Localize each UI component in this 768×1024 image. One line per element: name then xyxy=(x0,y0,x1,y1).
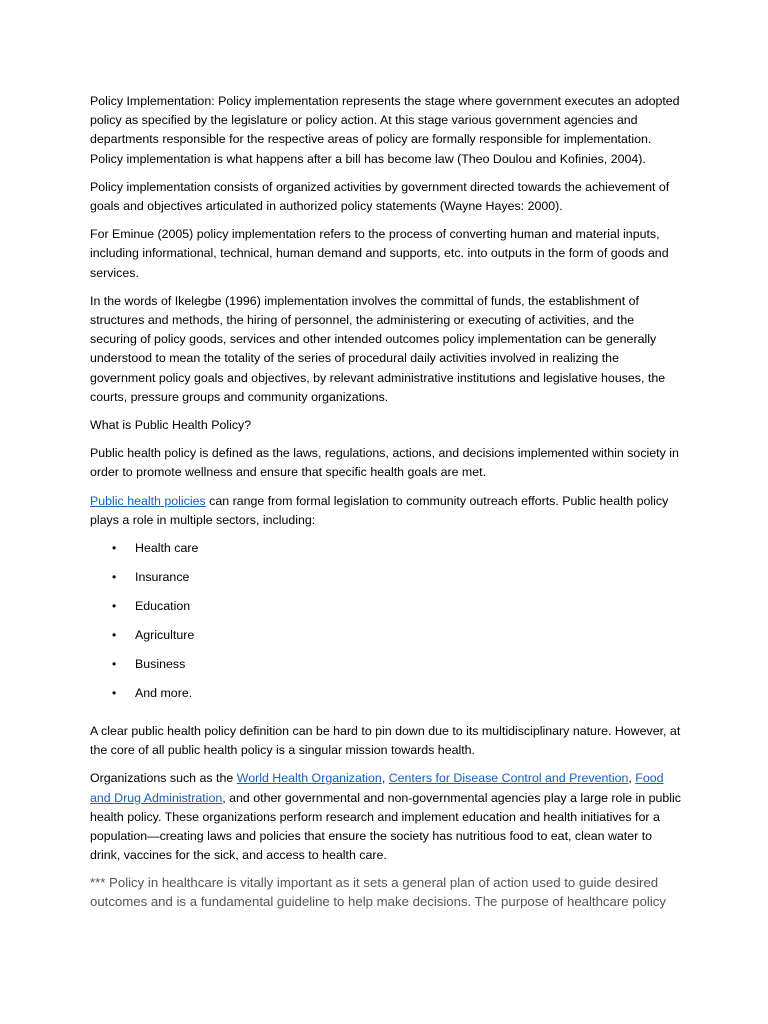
paragraph-sectors-intro xyxy=(90,492,682,530)
organizations-rest-text: , and other governmental and non-governmental agencies play a large role in public health policy. These organizations perform research and implement education and health initiatives for a population—creating laws and policies that ensure the society has nutritious food to eat, clean water to drink, vaccines for the sick, and access to health care. xyxy=(90,790,681,863)
list-item xyxy=(90,626,682,655)
paragraph-healthcare-policy-note: *** Policy in healthcare is vitally important as it sets a general plan of action used to guide desired outcomes and is a fundamental guideline to help make decisions. The purpose of healthcare policy xyxy=(90,875,666,909)
paragraph-ikelegbe: In the words of Ikelegbe (1996) implementation involves the committal of funds, the establishment of structures and methods, the hiring of personnel, the administering or executing of activities, and the securing of policy goods, services and other intended outcomes policy implementation can be generally understood to mean the totality of the series of procedural daily activities involved in realizing the government policy goals and objectives, by relevant administrative institutions and legislative houses, the courts, pressure groups and community organizations. xyxy=(90,293,666,404)
list-item-label: Health care xyxy=(135,541,199,556)
paragraph-eminue: For Eminue (2005) policy implementation refers to the process of converting human and material inputs, including informational, technical, human demand and supports, etc. into outputs in the form of goods and services. xyxy=(90,227,669,280)
document-body xyxy=(90,92,682,911)
list-item xyxy=(90,655,682,684)
link-fda[interactable]: Food and Drug Administration xyxy=(90,771,664,805)
list-item xyxy=(90,539,682,568)
link-public-health-policies[interactable]: Public health policies xyxy=(90,493,206,508)
bullet-icon: • xyxy=(112,628,117,643)
organizations-intro-text: Organizations such as the xyxy=(90,771,237,786)
list-item-label: Education xyxy=(135,599,191,614)
bullet-icon: • xyxy=(112,541,117,556)
list-item-label: Insurance xyxy=(135,570,190,585)
list-item-label: Business xyxy=(135,657,186,672)
paragraph-definition: Public health policy is defined as the laws, regulations, actions, and decisions implemented within society in order to promote wellness and ensure that specific health goals are met. xyxy=(90,446,679,480)
list-item xyxy=(90,568,682,597)
paragraph-organizations xyxy=(90,769,682,865)
link-cdc[interactable]: Centers for Disease Control and Prevention xyxy=(388,771,629,786)
paragraph-multidisciplinary: A clear public health policy definition can be hard to pin down due to its multidisciplinary nature. However, at the core of all public health policy is a singular mission towards health. xyxy=(90,724,681,758)
bullet-icon: • xyxy=(112,599,117,614)
list-item-label: Agriculture xyxy=(135,628,195,643)
separator-text: , xyxy=(381,771,389,786)
bullet-icon: • xyxy=(112,686,117,701)
bullet-icon: • xyxy=(112,570,117,585)
sector-list xyxy=(90,539,682,713)
section-heading-public-health-policy: What is Public Health Policy? xyxy=(90,418,252,433)
list-item xyxy=(90,597,682,626)
paragraph-policy-implementation: Policy Implementation: Policy implementation represents the stage where government executes an adopted policy as specified by the legislature or policy action. At this stage various government agencies and departments responsible for the respective areas of policy are formally responsible for implementation. Policy implementation is what happens after a bill has become law (Theo Doulou and Kofinies, 2004). xyxy=(90,94,680,166)
link-world-health-organization[interactable]: World Health Organization xyxy=(236,771,382,786)
paragraph-sectors-intro-text: can range from formal legislation to community outreach efforts. Public health policy plays a role in multiple sectors, including: xyxy=(90,493,669,527)
list-item-label: And more. xyxy=(135,686,193,701)
bullet-icon: • xyxy=(112,657,117,672)
paragraph-organized-activities: Policy implementation consists of organized activities by government directed towards the achievement of goals and objectives articulated in authorized policy statements (Wayne Hayes: 2000). xyxy=(90,179,670,214)
separator-text: , xyxy=(628,771,636,786)
list-item xyxy=(90,684,682,713)
